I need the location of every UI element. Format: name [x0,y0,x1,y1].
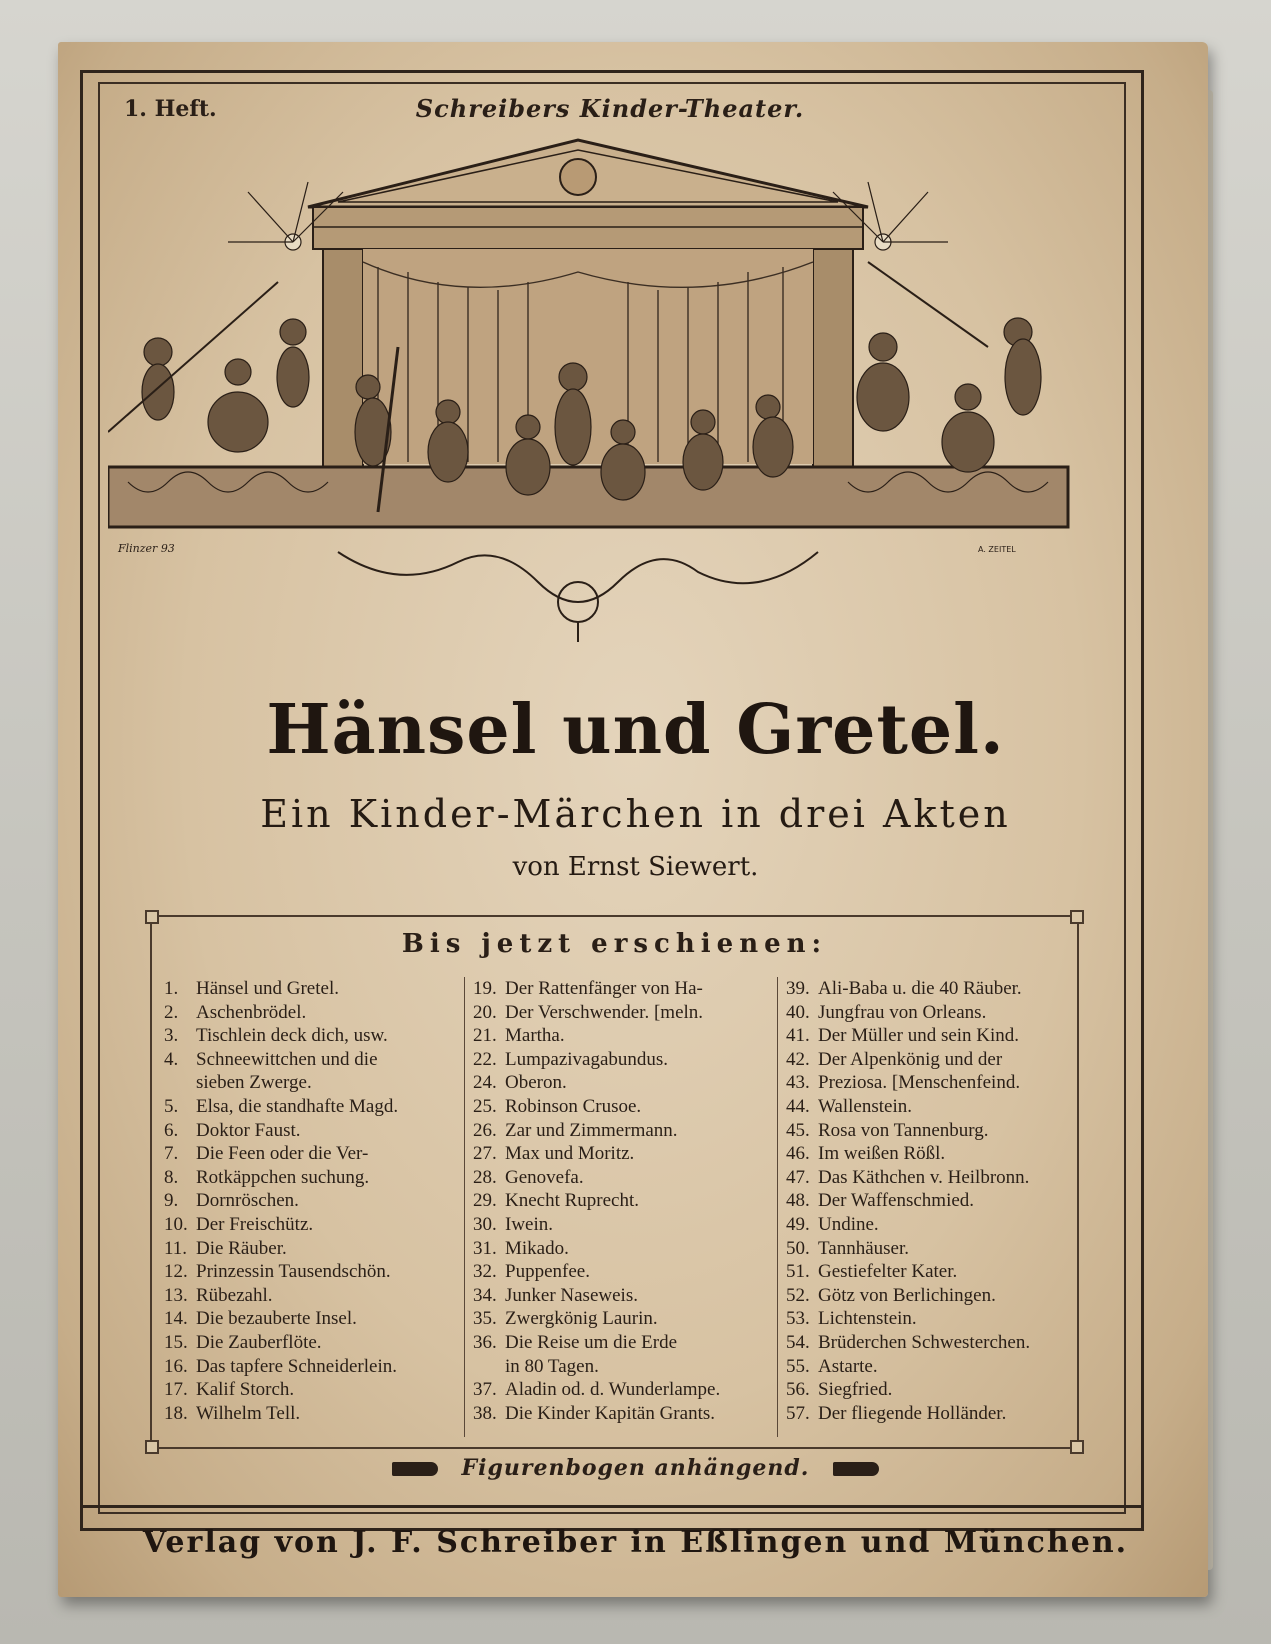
item-title: Undine. [818,1213,879,1235]
corner-ornament [145,910,159,924]
series-title: Schreibers Kinder-Theater. [415,94,805,123]
item-title: Tischlein deck dich, usw. [196,1025,388,1047]
list-item [164,1189,454,1213]
figure-sheet-text: Figurenbogen anhängend. [461,1455,810,1481]
item-title: Die Kinder Kapitän Grants. [505,1402,715,1424]
artist-signature-left: Flinzer 93 [118,542,175,555]
corner-ornament [145,1440,159,1454]
item-title: Gestiefelter Kater. [818,1261,958,1283]
item-title: Der Freischütz. [196,1213,314,1235]
list-item [164,1213,454,1237]
item-title: Das Käthchen v. Heilbronn. [818,1166,1030,1188]
item-number: 37. [473,1379,497,1401]
item-title: Lumpazivagabundus. [505,1048,669,1070]
list-item [164,1331,454,1355]
list-item [473,1024,773,1048]
cherub [516,415,540,439]
list-item [473,1402,773,1426]
book-subtitle: Ein Kinder-Märchen in drei Akten [260,792,1011,836]
cherub [691,410,715,434]
list-item [786,1307,1078,1331]
item-title: Götz von Berlichingen. [818,1284,996,1306]
list-item [473,1119,773,1143]
item-title: Siegfried. [818,1379,893,1401]
list-item [473,1189,773,1213]
item-title: Der Waffenschmied. [818,1190,975,1212]
item-title: Jungfrau von Orleans. [818,1001,987,1023]
item-title: Brüderchen Schwesterchen. [818,1331,1031,1353]
item-title: Rosa von Tannenburg. [818,1119,989,1141]
item-number: 48. [786,1190,810,1212]
list-item [786,1331,1078,1355]
item-number: 53. [786,1308,810,1330]
item-title: Hänsel und Gretel. [196,978,339,999]
item-title: Puppenfee. [505,1261,590,1283]
item-number: 34. [473,1284,497,1306]
item-number: 49. [786,1213,810,1235]
item-title: Die Reise um die Erde [505,1331,678,1353]
item-number: 47. [786,1166,810,1188]
item-number: 13. [164,1284,188,1306]
list-item [473,1331,773,1355]
cherub [280,319,306,345]
item-title: Rotkäppchen suchung. [196,1166,370,1188]
title-column-1 [164,977,454,1437]
item-title: Die bezauberte Insel. [196,1308,357,1330]
item-number: 24. [473,1072,497,1094]
list-item [473,1001,773,1025]
list-item [786,1237,1078,1261]
item-number: 14. [164,1308,188,1330]
list-item [473,1355,773,1379]
list-item [473,977,773,1001]
list-item [786,1378,1078,1402]
item-number: 31. [473,1237,497,1259]
item-title: Aladin od. d. Wunderlampe. [505,1379,721,1401]
list-item [786,1119,1078,1143]
item-number: 1. [164,978,179,999]
item-title: sieben Zwerge. [196,1072,312,1094]
figure-sheet-note [0,1455,1271,1481]
list-item [786,1355,1078,1379]
item-number: 38. [473,1402,497,1424]
item-title: Junker Naseweis. [505,1284,638,1306]
item-number: 55. [786,1355,810,1377]
item-title: Prinzessin Tausendschön. [196,1261,391,1283]
title-column-2 [464,977,773,1437]
list-item [164,1166,454,1190]
cherub [436,400,460,424]
item-title: Die Feen oder die Ver- [196,1143,369,1165]
item-number: 19. [473,978,497,999]
list-item [164,1378,454,1402]
list-item [473,1307,773,1331]
scroll-ornament [338,552,818,602]
list-item [786,1001,1078,1025]
corner-ornament [1070,1440,1084,1454]
stage-illustration [108,132,1108,672]
corner-ornament [1070,910,1084,924]
entablature [313,207,863,249]
list-item [786,1095,1078,1119]
item-number: 45. [786,1119,810,1141]
balustrade [108,467,1068,527]
item-title: Der Müller und sein Kind. [818,1025,1020,1047]
list-item [473,1284,773,1308]
item-number: 30. [473,1213,497,1235]
item-number: 50. [786,1237,810,1259]
book-author: von Ernst Siewert. [512,852,759,882]
item-title: Oberon. [505,1072,567,1094]
item-title: Preziosa. [Menschenfeind. [818,1072,1021,1094]
item-number: 44. [786,1095,810,1117]
list-item [473,1095,773,1119]
item-number: 25. [473,1095,497,1117]
item-number: 42. [786,1048,810,1070]
list-item [786,1189,1078,1213]
list-item [164,1142,454,1166]
list-item [786,1071,1078,1095]
item-number: 57. [786,1402,810,1424]
item-title: in 80 Tagen. [505,1355,599,1377]
item-number: 22. [473,1048,497,1070]
item-number: 28. [473,1166,497,1188]
item-title: Genovefa. [505,1166,584,1188]
list-item [473,1260,773,1284]
list-item [164,1237,454,1261]
item-number: 56. [786,1379,810,1401]
item-title: Kalif Storch. [196,1379,295,1401]
item-title: Max und Moritz. [505,1143,635,1165]
item-number: 51. [786,1261,810,1283]
item-title: Astarte. [818,1355,878,1377]
list-item [164,1095,454,1119]
item-title: Mikado. [505,1237,569,1259]
list-item [473,1142,773,1166]
list-item [786,977,1078,1001]
right-column [813,249,853,467]
item-title: Im weißen Rößl. [818,1143,946,1165]
pointing-hand-icon [833,1462,879,1476]
cherub [869,333,897,361]
item-title: Der Rattenfänger von Ha- [505,978,703,999]
item-number: 21. [473,1025,497,1047]
item-title: Dornröschen. [196,1190,299,1212]
item-number: 39. [786,978,810,999]
item-title: Iwein. [505,1213,554,1235]
cherub [559,363,587,391]
list-item [164,1355,454,1379]
item-number: 41. [786,1025,810,1047]
item-title: Zar und Zimmermann. [505,1119,678,1141]
item-number: 26. [473,1119,497,1141]
list-item [164,1402,454,1426]
item-number: 12. [164,1261,188,1283]
cherub [225,359,251,385]
item-title: Die Räuber. [196,1237,287,1259]
item-title: Wilhelm Tell. [196,1402,301,1424]
cherub [955,384,981,410]
list-item [786,1048,1078,1072]
item-number: 11. [164,1237,188,1259]
item-number: 8. [164,1166,179,1188]
list-item [164,977,454,1001]
pointing-hand-icon [392,1462,438,1476]
item-number: 20. [473,1001,497,1023]
list-item [473,1378,773,1402]
item-title: Aschenbrödel. [196,1001,307,1023]
item-number: 52. [786,1284,810,1306]
list-item [786,1213,1078,1237]
list-heading: Bis jetzt erschienen: [401,929,828,959]
item-title: Zwergkönig Laurin. [505,1308,658,1330]
item-number: 35. [473,1308,497,1330]
item-title: Das tapfere Schneiderlein. [196,1355,397,1377]
item-number: 5. [164,1095,179,1117]
cherub [356,375,380,399]
item-number: 54. [786,1331,810,1353]
artist-signature-right: A. ZEITEL [978,545,1016,554]
item-title: Schneewittchen und die [196,1048,378,1070]
list-item [164,1284,454,1308]
header-row [98,88,1122,128]
item-number: 3. [164,1025,179,1047]
item-number: 46. [786,1143,810,1165]
item-title: Wallenstein. [818,1095,912,1117]
footer-divider [80,1505,1144,1508]
cherub [144,338,172,366]
item-number: 17. [164,1379,188,1401]
list-item [164,1001,454,1025]
item-number: 18. [164,1402,188,1424]
item-title: Robinson Crusoe. [505,1095,642,1117]
list-item [164,1260,454,1284]
item-title: Elsa, die standhafte Magd. [196,1095,399,1117]
list-item [786,1402,1078,1426]
list-item [473,1213,773,1237]
item-number: 40. [786,1001,810,1023]
item-title: Doktor Faust. [196,1119,301,1141]
issue-number: 1. Heft. [124,96,217,122]
list-item [786,1284,1078,1308]
item-title: Die Zauberflöte. [196,1331,322,1353]
list-item [786,1024,1078,1048]
cherub [611,420,635,444]
item-title: Ali-Baba u. die 40 Räuber. [818,978,1022,999]
item-number: 15. [164,1331,188,1353]
item-number: 27. [473,1143,497,1165]
title-column-3 [777,977,1078,1437]
list-item [786,1142,1078,1166]
item-number: 10. [164,1213,188,1235]
list-item [164,1024,454,1048]
item-title: Martha. [505,1025,565,1047]
book-title: Hänsel und Gretel. [266,690,1005,770]
item-number: 2. [164,1001,179,1023]
list-item [164,1048,454,1072]
item-number: 32. [473,1261,497,1283]
pediment-medallion [560,159,596,195]
publisher-line: Verlag von J. F. Schreiber in Eßlingen und München. [142,1525,1129,1560]
item-title: Der Verschwender. [meln. [505,1001,704,1023]
list-item [473,1071,773,1095]
list-item [786,1260,1078,1284]
list-item [164,1307,454,1331]
item-number: 6. [164,1119,179,1141]
item-title: Tannhäuser. [818,1237,910,1259]
item-number: 43. [786,1072,810,1094]
item-number: 29. [473,1190,497,1212]
item-number: 7. [164,1143,179,1165]
item-number: 9. [164,1190,179,1212]
item-title: Knecht Ruprecht. [505,1190,640,1212]
item-title: Lichtenstein. [818,1308,917,1330]
item-number: 16. [164,1355,188,1377]
list-item [473,1237,773,1261]
list-item [473,1166,773,1190]
list-item [473,1048,773,1072]
item-title: Der fliegende Holländer. [818,1402,1007,1424]
cherub [756,395,780,419]
list-item [164,1119,454,1143]
list-item [164,1071,454,1095]
item-number: 36. [473,1331,497,1353]
item-title: Rübezahl. [196,1284,273,1306]
published-titles-box [150,915,1079,1449]
list-item [786,1166,1078,1190]
item-title: Der Alpenkönig und der [818,1048,1003,1070]
item-number: 4. [164,1048,179,1070]
